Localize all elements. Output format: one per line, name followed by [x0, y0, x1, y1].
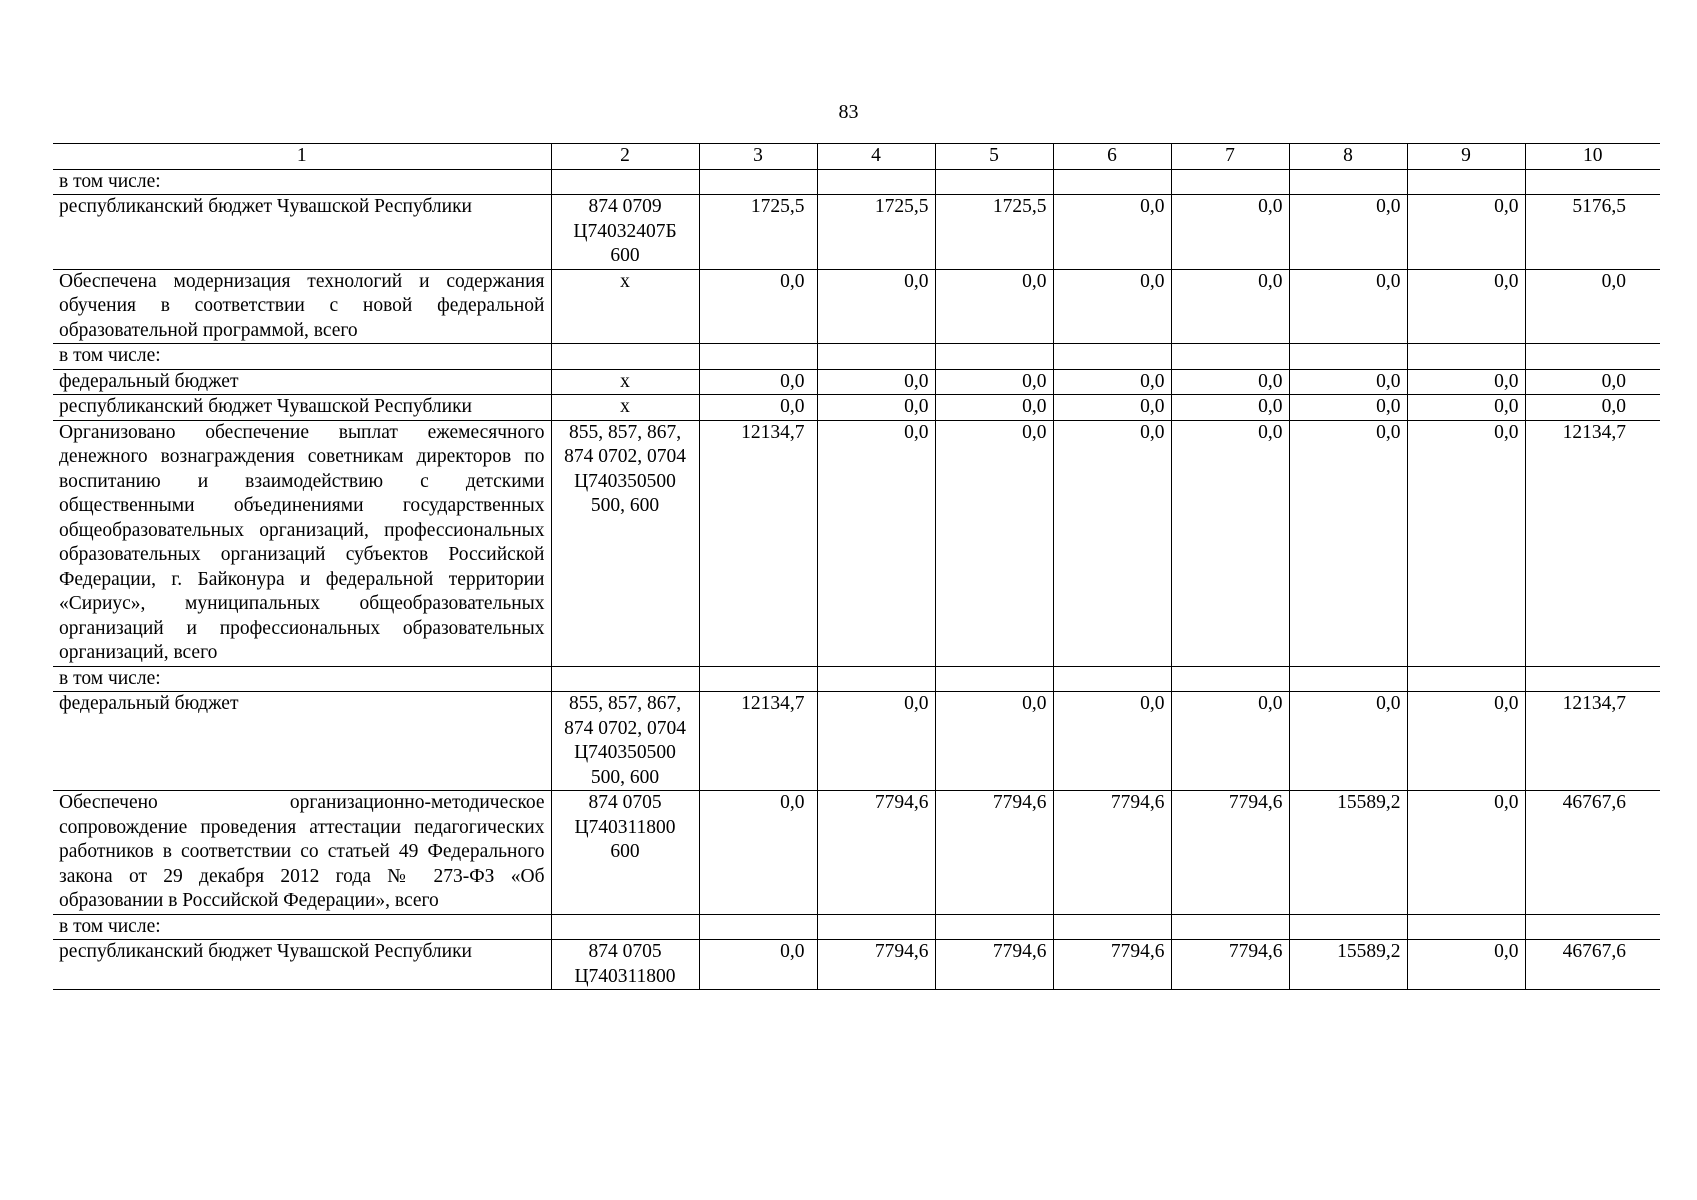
amount-cell: 0,0	[1289, 269, 1407, 344]
table-row	[53, 269, 1660, 344]
amount-cell: 7794,6	[817, 940, 935, 990]
amount-cell	[1053, 914, 1171, 940]
amount-cell: 0,0	[1171, 195, 1289, 270]
amount-cell: 0,0	[699, 940, 817, 990]
amount-cell	[699, 914, 817, 940]
budget-classification-code: 874 0705 Ц740311800 600	[551, 791, 699, 915]
amount-cell: 0,0	[1289, 692, 1407, 791]
amount-cell: 7794,6	[1053, 940, 1171, 990]
amount-cell	[1407, 666, 1525, 692]
amount-cell: 7794,6	[817, 791, 935, 915]
subtotal-caption-row	[53, 914, 1660, 940]
table-row	[53, 940, 1660, 990]
amount-cell: 0,0	[1171, 369, 1289, 395]
amount-cell: 0,0	[1407, 420, 1525, 666]
budget-classification-code: х	[551, 269, 699, 344]
subtotal-caption-row	[53, 169, 1660, 195]
amount-cell	[1289, 666, 1407, 692]
amount-cell: 7794,6	[1053, 791, 1171, 915]
amount-cell	[1171, 169, 1289, 195]
amount-cell	[1053, 666, 1171, 692]
amount-cell: 0,0	[1407, 269, 1525, 344]
row-description: Обеспечена модернизация технологий и содержания обучения в соответствии с новой федеральной образовательной программой, всего	[53, 269, 551, 344]
amount-cell: 7794,6	[935, 791, 1053, 915]
budget-classification-code: 874 0705 Ц740311800	[551, 940, 699, 990]
amount-cell	[699, 344, 817, 370]
amount-cell	[1289, 914, 1407, 940]
amount-cell	[1171, 914, 1289, 940]
amount-cell: 0,0	[935, 692, 1053, 791]
amount-cell	[1053, 344, 1171, 370]
column-number: 4	[817, 144, 935, 170]
amount-cell	[1053, 169, 1171, 195]
column-number-row	[53, 144, 1660, 170]
row-description: Организовано обеспечение выплат ежемесячного денежного вознаграждения советникам директоров по воспитанию и взаимодействию с детскими общественными объединениями государственных общеобразовательных организаций, профессиональных образовательных организаций субъектов Российской Федерации, г. Байконура и федеральной территории «Сириус», муниципальных общеобразовательных организаций и профессиональных образовательных организаций, всего	[53, 420, 551, 666]
amount-cell: 12134,7	[699, 420, 817, 666]
amount-cell: 0,0	[935, 395, 1053, 421]
row-description: республиканский бюджет Чувашской Республики	[53, 195, 551, 270]
amount-cell: 0,0	[699, 269, 817, 344]
amount-cell: 15589,2	[1289, 940, 1407, 990]
column-number: 1	[53, 144, 551, 170]
table-row	[53, 692, 1660, 791]
amount-cell: 0,0	[1171, 692, 1289, 791]
amount-cell: 7794,6	[1171, 940, 1289, 990]
amount-cell: 0,0	[1289, 420, 1407, 666]
column-number: 2	[551, 144, 699, 170]
amount-cell: 0,0	[935, 420, 1053, 666]
amount-cell: 7794,6	[1171, 791, 1289, 915]
amount-cell: 0,0	[1053, 195, 1171, 270]
amount-cell	[817, 666, 935, 692]
table-row	[53, 791, 1660, 915]
amount-cell	[817, 344, 935, 370]
amount-cell: 0,0	[699, 791, 817, 915]
budget-classification-code: 855, 857, 867, 874 0702, 0704 Ц740350500 500, 600	[551, 692, 699, 791]
row-description: федеральный бюджет	[53, 692, 551, 791]
budget-classification-code: 874 0709 Ц74032407Б 600	[551, 195, 699, 270]
amount-cell: 0,0	[817, 369, 935, 395]
amount-cell: 0,0	[1407, 395, 1525, 421]
budget-classification-code	[551, 344, 699, 370]
amount-cell: 0,0	[1289, 369, 1407, 395]
budget-classification-code: 855, 857, 867, 874 0702, 0704 Ц740350500 500, 600	[551, 420, 699, 666]
amount-cell	[1407, 169, 1525, 195]
amount-cell: 12134,7	[1525, 420, 1660, 666]
amount-cell	[1289, 169, 1407, 195]
row-description: в том числе:	[53, 169, 551, 195]
amount-cell: 12134,7	[699, 692, 817, 791]
table-row	[53, 195, 1660, 270]
amount-cell	[1525, 666, 1660, 692]
amount-cell	[1407, 344, 1525, 370]
amount-cell: 0,0	[1525, 369, 1660, 395]
amount-cell: 0,0	[1407, 791, 1525, 915]
amount-cell	[1171, 666, 1289, 692]
amount-cell: 0,0	[817, 692, 935, 791]
budget-classification-code: х	[551, 395, 699, 421]
subtotal-caption-row	[53, 666, 1660, 692]
budget-classification-code	[551, 914, 699, 940]
amount-cell	[1525, 914, 1660, 940]
amount-cell: 5176,5	[1525, 195, 1660, 270]
column-number: 10	[1525, 144, 1660, 170]
column-number: 7	[1171, 144, 1289, 170]
amount-cell: 0,0	[699, 369, 817, 395]
amount-cell: 0,0	[1171, 420, 1289, 666]
amount-cell	[817, 914, 935, 940]
amount-cell: 0,0	[1407, 940, 1525, 990]
row-description: в том числе:	[53, 666, 551, 692]
amount-cell: 0,0	[1407, 692, 1525, 791]
amount-cell: 0,0	[1525, 269, 1660, 344]
table-row	[53, 369, 1660, 395]
amount-cell: 46767,6	[1525, 791, 1660, 915]
amount-cell	[935, 914, 1053, 940]
amount-cell	[935, 344, 1053, 370]
amount-cell: 46767,6	[1525, 940, 1660, 990]
amount-cell	[1525, 344, 1660, 370]
row-description: в том числе:	[53, 344, 551, 370]
amount-cell	[935, 666, 1053, 692]
column-number: 9	[1407, 144, 1525, 170]
amount-cell: 1725,5	[935, 195, 1053, 270]
amount-cell: 15589,2	[1289, 791, 1407, 915]
amount-cell	[1407, 914, 1525, 940]
table-row	[53, 395, 1660, 421]
page-number: 83	[838, 101, 859, 123]
amount-cell	[1525, 169, 1660, 195]
amount-cell: 0,0	[1171, 395, 1289, 421]
row-description: республиканский бюджет Чувашской Республики	[53, 940, 551, 990]
amount-cell: 0,0	[699, 395, 817, 421]
column-number: 8	[1289, 144, 1407, 170]
table-row	[53, 420, 1660, 666]
column-number: 3	[699, 144, 817, 170]
amount-cell: 0,0	[1171, 269, 1289, 344]
amount-cell: 1725,5	[817, 195, 935, 270]
amount-cell: 0,0	[1289, 395, 1407, 421]
amount-cell	[1289, 344, 1407, 370]
budget-classification-code	[551, 666, 699, 692]
row-description: Обеспечено организационно-методическое сопровождение проведения аттестации педагогических работников в соответствии со статьей 49 Федерального закона от 29 декабря 2012 года № 273-ФЗ «Об образовании в Российской Федерации», всего	[53, 791, 551, 915]
amount-cell	[699, 169, 817, 195]
budget-table	[53, 143, 1660, 990]
budget-classification-code	[551, 169, 699, 195]
amount-cell: 0,0	[1053, 369, 1171, 395]
amount-cell: 1725,5	[699, 195, 817, 270]
amount-cell: 0,0	[1053, 420, 1171, 666]
amount-cell: 0,0	[1053, 395, 1171, 421]
row-description: федеральный бюджет	[53, 369, 551, 395]
row-description: в том числе:	[53, 914, 551, 940]
amount-cell: 0,0	[817, 420, 935, 666]
amount-cell: 7794,6	[935, 940, 1053, 990]
amount-cell: 12134,7	[1525, 692, 1660, 791]
amount-cell: 0,0	[1053, 692, 1171, 791]
row-description: республиканский бюджет Чувашской Республики	[53, 395, 551, 421]
amount-cell: 0,0	[1053, 269, 1171, 344]
amount-cell: 0,0	[1525, 395, 1660, 421]
amount-cell	[1171, 344, 1289, 370]
amount-cell	[817, 169, 935, 195]
amount-cell	[699, 666, 817, 692]
column-number: 6	[1053, 144, 1171, 170]
amount-cell: 0,0	[817, 395, 935, 421]
amount-cell: 0,0	[1407, 195, 1525, 270]
column-number: 5	[935, 144, 1053, 170]
amount-cell: 0,0	[935, 369, 1053, 395]
amount-cell: 0,0	[1289, 195, 1407, 270]
amount-cell: 0,0	[1407, 369, 1525, 395]
budget-classification-code: х	[551, 369, 699, 395]
amount-cell: 0,0	[935, 269, 1053, 344]
subtotal-caption-row	[53, 344, 1660, 370]
amount-cell	[935, 169, 1053, 195]
amount-cell: 0,0	[817, 269, 935, 344]
